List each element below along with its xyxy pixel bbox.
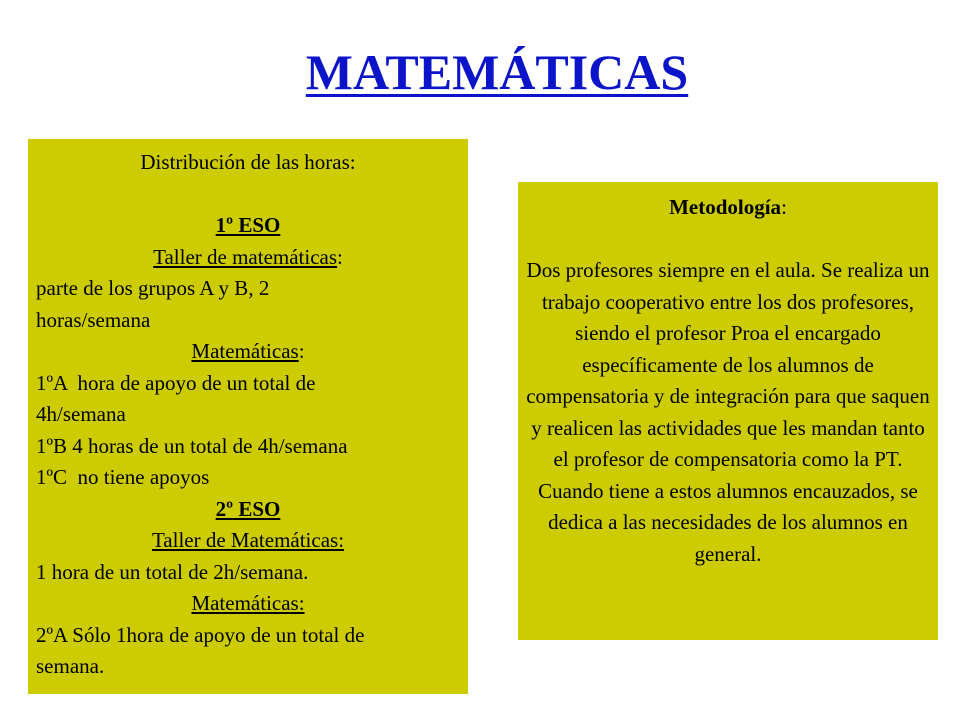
eso1-heading: 1º ESO	[215, 213, 281, 237]
hours-heading: Distribución de las horas:	[140, 150, 356, 174]
eso1-taller-line1: parte de los grupos A y B, 2	[36, 276, 270, 300]
eso1-row-a-line2: 4h/semana	[36, 402, 126, 426]
spacer	[522, 224, 934, 256]
eso2-heading: 2º ESO	[215, 496, 281, 521]
eso1-taller-heading	[36, 242, 460, 274]
page-title: MATEMÁTICAS	[305, 44, 689, 100]
eso1-row-a-line1: 1ºA hora de apoyo de un total de	[36, 370, 316, 395]
eso1-taller-label: Taller de matemáticas	[153, 244, 338, 269]
methodology-panel	[518, 182, 938, 640]
eso2-mat-heading: Matemáticas:	[191, 591, 305, 615]
eso1-mat-label: Matemáticas	[191, 339, 299, 363]
eso2-taller-line: 1 hora de un total de 2h/semana.	[36, 559, 309, 584]
methodology-heading	[522, 192, 934, 224]
methodology-body: Dos profesores siempre en el aula. Se realiza un trabajo cooperativo entre los dos profesores, siendo el profesor Proa el encargado específicamente de los alumnos de compensatoria y de integración para que saquen y realicen las actividades que les mandan tanto el profesor de compensatoria como la PT. Cuando tiene a estos alumnos encauzados, se dedica a las necesidades de los alumnos en general.	[526, 258, 930, 566]
spacer	[36, 179, 460, 211]
hours-distribution-panel	[28, 139, 468, 694]
eso1-row-c: 1ºC no tiene apoyos	[36, 465, 210, 489]
eso1-row-b: 1ºB 4 horas de un total de 4h/semana	[36, 433, 348, 458]
eso1-taller-line2: horas/semana	[36, 307, 151, 332]
methodology-heading-label: Metodología	[669, 195, 782, 219]
eso2-row-a-line1: 2ºA Sólo 1hora de apoyo de un total de	[36, 622, 365, 647]
methodology-heading-colon: :	[781, 195, 787, 219]
eso2-taller-heading: Taller de Matemáticas:	[151, 528, 345, 552]
eso1-mat-colon: :	[298, 339, 305, 363]
eso2-row-a-line2: semana.	[36, 654, 105, 678]
eso1-mat-heading	[36, 336, 460, 368]
eso1-taller-colon: :	[337, 244, 343, 269]
